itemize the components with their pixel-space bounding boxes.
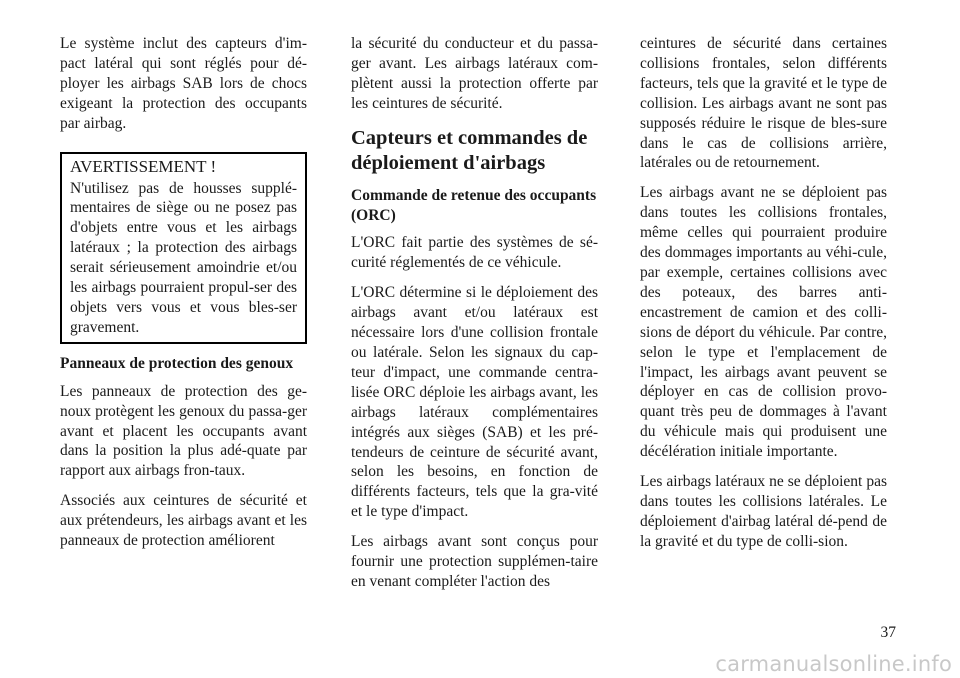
side-airbags-paragraph: Les airbags latéraux ne se déploient pas dans toutes les collisions latérales. Le déploiement d'airbag latéral dé-pend de la gravité et du type de colli-sion. (640, 473, 887, 550)
warning-text: N'utilisez pas de housses supplé-mentaires de siège ou ne posez pas d'objets entre vous et les airbags latéraux ; la protection des airbags serait sérieusement amoindrie et/ou les airbags pourraient propul-ser des objets vers vous et vous bles-ser gravement. (70, 179, 297, 336)
orc-paragraph-1: L'ORC fait partie des systèmes de sé-curité réglementés de ce véhicule. (351, 234, 598, 272)
orc-heading: Commande de retenue des occupants (ORC) (351, 186, 597, 224)
column-left (60, 34, 307, 561)
page-number: 37 (880, 624, 896, 641)
knee-panels-heading: Panneaux de protection des genoux (60, 354, 294, 372)
front-airbags-paragraph: Les airbags avant sont conçus pour fournir une protection supplémen-taire en venant compléter l'action des (351, 533, 598, 590)
warning-box (60, 152, 307, 344)
section-title: Capteurs et commandes de déploiement d'airbags (351, 126, 588, 174)
collision-paragraph-1: ceintures de sécurité dans certaines collisions frontales, selon différents facteurs, tels que la gravité et le type de collision. Les airbags avant ne sont pas supposés réduire le risque de bles-sure dans le cas de collisions arrière, latérales ou de retournement. (640, 35, 887, 172)
column-right (640, 34, 887, 562)
column-middle (351, 34, 598, 602)
seatbelt-paragraph: Associés aux ceintures de sécurité et aux prétendeurs, les airbags avant et les panneaux de protection améliorent (60, 492, 307, 550)
continued-paragraph: la sécurité du conducteur et du passa-ger avant. Les airbags latéraux com-plètent aussi la protection offerte par les ceintures de sécurité. (351, 35, 598, 112)
knee-panels-paragraph: Les panneaux de protection des ge-noux protègent les genoux du passa-ger avant et placent les occupants avant dans la position la plus adé-quate par rapport aux airbags fron-taux. (60, 382, 307, 480)
watermark: carmanualsonline.info (715, 652, 952, 676)
warning-title: AVERTISSEMENT ! (70, 156, 217, 176)
collision-paragraph-2: Les airbags avant ne se déploient pas dans toutes les collisions frontales, même celles qui pourraient produire des dommages importants au véhi-cule, par exemple, certaines collisions avec des poteaux, des barres anti-encastrement de camion et des colli-sions de déport du véhicule. Par contre, selon le type et l'emplacement de l'impact, les airbags avant peuvent se déployer en cas de collision provo-quant très peu de dommages à l'avant du véhicule mais qui produisent une décélération initiale importante. (640, 184, 887, 461)
orc-paragraph-2: L'ORC détermine si le déploiement des airbags avant et/ou latéraux est nécessaire lors d'une collision frontale ou latérale. Selon les signaux du cap-teur d'impact, une commande centra-lisée ORC déploie les airbags avant, les airbags latéraux complémentaires intégrés aux sièges (SAB) et les pré-tendeurs de ceinture de sécurité avant, selon les besoins, en fonction de différents facteurs, tels que la gra-vité et le type d'impact. (351, 284, 598, 521)
intro-paragraph: Le système inclut des capteurs d'im-pact latéral qui sont réglés pour dé-ployer les airbags SAB lors de chocs exigeant la protection des occupants par airbag. (60, 35, 307, 132)
